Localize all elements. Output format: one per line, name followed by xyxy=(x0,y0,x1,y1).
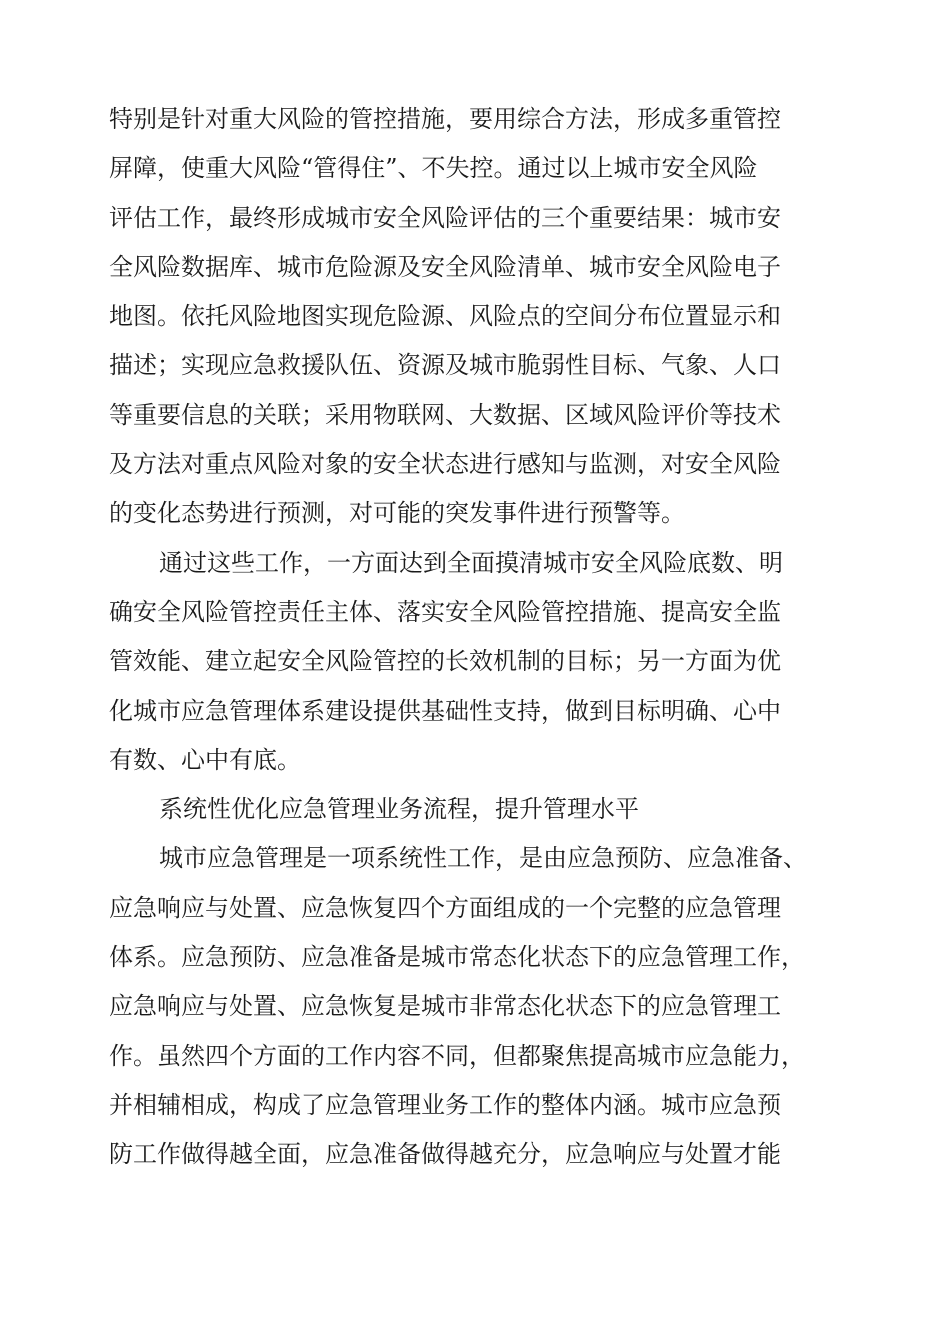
text-line: 防工作做得越全面，应急准备做得越充分，应急响应与处置才能 xyxy=(109,1140,781,1169)
text-line: 全风险数据库、城市危险源及安全风险清单、城市安全风险电子 xyxy=(109,252,781,281)
paragraph-start-line: 城市应急管理是一项系统性工作，是由应急预防、应急准备、 xyxy=(159,844,807,873)
section-heading: 系统性优化应急管理业务流程，提升管理水平 xyxy=(159,795,639,824)
text-line: 的变化态势进行预测，对可能的突发事件进行预警等。 xyxy=(109,499,685,528)
text-line: 化城市应急管理体系建设提供基础性支持，做到目标明确、心中 xyxy=(109,696,781,725)
paragraph-start-line: 通过这些工作，一方面达到全面摸清城市安全风险底数、明 xyxy=(159,548,783,577)
text-line: 屏障，使重大风险“管得住”、不失控。通过以上城市安全风险 xyxy=(109,154,758,183)
text-line: 应急响应与处置、应急恢复是城市非常态化状态下的应急管理工 xyxy=(109,992,781,1021)
body-text xyxy=(109,95,844,1180)
text-line: 描述；实现应急救援队伍、资源及城市脆弱性目标、气象、人口 xyxy=(109,351,781,380)
text-line: 应急响应与处置、应急恢复四个方面组成的一个完整的应急管理 xyxy=(109,893,781,922)
text-line: 并相辅相成，构成了应急管理业务工作的整体内涵。城市应急预 xyxy=(109,1090,781,1119)
text-line: 管效能、建立起安全风险管控的长效机制的目标；另一方面为优 xyxy=(109,647,781,676)
text-line: 确安全风险管控责任主体、落实安全风险管控措施、提高安全监 xyxy=(109,597,781,626)
text-line: 特别是针对重大风险的管控措施，要用综合方法，形成多重管控 xyxy=(109,105,781,133)
text-line: 地图。依托风险地图实现危险源、风险点的空间分布位置显示和 xyxy=(109,302,781,331)
text-line: 等重要信息的关联；采用物联网、大数据、区域风险评价等技术 xyxy=(109,400,781,429)
text-line: 作。虽然四个方面的工作内容不同，但都聚焦提高城市应急能力， xyxy=(109,1041,805,1070)
text-line: 评估工作，最终形成城市安全风险评估的三个重要结果：城市安 xyxy=(109,203,781,232)
text-line: 体系。应急预防、应急准备是城市常态化状态下的应急管理工作， xyxy=(109,943,805,972)
text-line: 有数、心中有底。 xyxy=(109,745,301,774)
text-line: 及方法对重点风险对象的安全状态进行感知与监测，对安全风险 xyxy=(109,450,781,479)
